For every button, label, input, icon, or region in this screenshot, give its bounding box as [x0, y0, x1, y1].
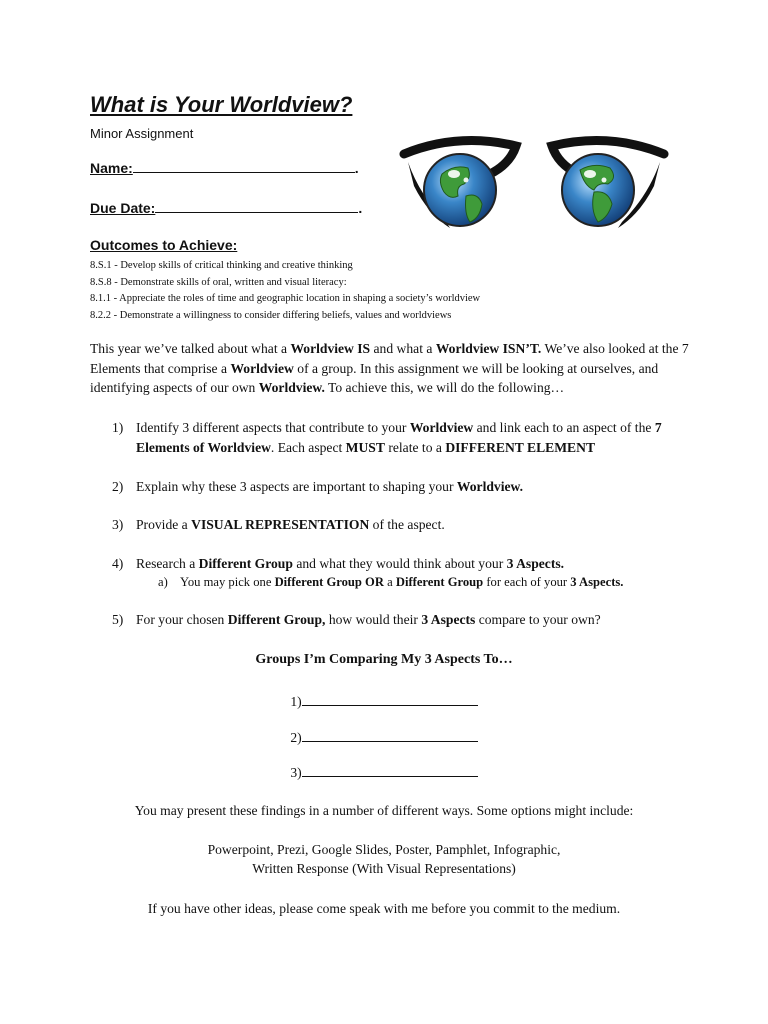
intro-text: of a group. In this assignment we will be looking at ourselves, and identifying aspects of our own	[90, 360, 659, 395]
task-text-run: You may pick one	[180, 575, 275, 589]
task-emphasis: DIFFERENT ELEMENT	[445, 439, 596, 455]
outcomes-heading: Outcomes to Achieve:	[90, 237, 238, 253]
task-emphasis: MUST	[345, 439, 385, 455]
group-blank-3[interactable]	[0, 764, 768, 781]
due-date-label: Due Date:	[90, 200, 156, 216]
task-text-run: and link each to an aspect of the	[473, 420, 655, 435]
group-blank-1[interactable]	[0, 693, 768, 710]
task-item-4a	[158, 573, 623, 592]
task-emphasis: VISUAL REPRESENTATION	[191, 517, 370, 532]
task-emphasis: 3 Aspects.	[570, 575, 624, 589]
intro-emphasis: Worldview.	[258, 380, 325, 395]
task-text	[136, 515, 687, 535]
task-text-run: Identify 3 different aspects that contribute to your	[136, 420, 410, 435]
task-number: 2)	[112, 479, 124, 494]
presentation-options-line-2: Written Response (With Visual Representations)	[252, 861, 516, 876]
task-emphasis: Worldview.	[456, 479, 523, 494]
closing-note: If you have other ideas, please come speak with me before you commit to the medium.	[147, 901, 621, 916]
page-title: What is Your Worldview?	[90, 92, 353, 117]
outcome-item: 8.1.1 - Appreciate the roles of time and geographic location in shaping a society’s worldview	[90, 293, 481, 304]
task-text-run: of the aspect.	[369, 517, 445, 532]
group-blank-number: 3)	[290, 765, 302, 780]
group-blank-line[interactable]	[302, 729, 478, 742]
due-date-field[interactable]	[90, 200, 362, 216]
outcome-item: 8.S.1 - Develop skills of critical thinking and creative thinking	[90, 260, 353, 271]
task-item-1	[112, 418, 687, 457]
task-item-2	[112, 477, 687, 497]
task-text-run: how would their	[325, 612, 422, 627]
name-blank-line[interactable]	[133, 160, 355, 173]
due-date-terminator: .	[358, 200, 363, 216]
group-blank-number: 2)	[290, 730, 302, 745]
right-eye-icon	[552, 141, 664, 228]
intro-text: This year we’ve talked about what a	[90, 341, 291, 356]
intro-emphasis: Worldview ISN’T.	[435, 341, 542, 356]
subtask-letter: a)	[158, 575, 168, 589]
presentation-options-line-1: Powerpoint, Prezi, Google Slides, Poster, Pamphlet, Infographic,	[207, 842, 561, 857]
task-emphasis: 3 Aspects	[421, 612, 476, 627]
task-text-run: . Each aspect	[270, 439, 346, 455]
assignment-type: Minor Assignment	[90, 126, 194, 141]
intro-text: We’ve also looked at the 7 Elements that comprise a	[90, 341, 689, 376]
task-text-run: compare to your own?	[475, 612, 601, 627]
due-date-blank-line[interactable]	[155, 200, 358, 213]
intro-emphasis: Worldview	[230, 360, 294, 376]
group-blank-2[interactable]	[0, 729, 768, 746]
task-text	[136, 418, 687, 457]
intro-text: and what a	[370, 341, 436, 356]
task-text-run: and what they would think about your	[292, 556, 507, 571]
name-field[interactable]	[90, 160, 359, 176]
outcome-item: 8.2.2 - Demonstrate a willingness to consider differing beliefs, values and worldviews	[90, 309, 452, 321]
task-text-run: Explain why these 3 aspects are important to shaping your	[136, 479, 457, 494]
presentation-intro: You may present these findings in a number of different ways. Some options might include:	[134, 803, 634, 818]
globe-eyes-illustration	[398, 134, 670, 234]
name-label: Name:	[90, 160, 133, 176]
task-emphasis: Different Group OR	[274, 575, 384, 589]
task-emphasis: Worldview	[409, 420, 474, 435]
subtask-text	[180, 573, 623, 592]
group-blank-line[interactable]	[302, 693, 478, 706]
group-blank-number: 1)	[290, 694, 302, 709]
group-blank-line[interactable]	[302, 764, 478, 777]
groups-heading: Groups I’m Comparing My 3 Aspects To…	[255, 652, 513, 667]
task-text-run: Provide a	[136, 517, 192, 532]
task-item-4	[112, 554, 687, 574]
task-text-run: relate to a	[384, 439, 446, 455]
task-emphasis: Different Group,	[227, 612, 326, 627]
task-number: 5)	[112, 612, 124, 627]
task-emphasis: Different Group	[198, 556, 293, 571]
task-text-run: Research a	[136, 556, 199, 571]
task-number: 1)	[112, 420, 124, 435]
task-item-3	[112, 515, 687, 535]
intro-paragraph	[90, 339, 690, 398]
name-terminator: .	[354, 160, 359, 176]
intro-text: To achieve this, we will do the following…	[324, 380, 565, 395]
task-text	[136, 554, 687, 574]
task-text-run: For your chosen	[136, 612, 228, 627]
task-text	[136, 610, 687, 630]
outcomes-list	[90, 258, 480, 324]
intro-emphasis: Worldview IS	[290, 341, 371, 356]
task-number: 4)	[112, 556, 124, 571]
task-item-5	[112, 610, 687, 630]
task-emphasis: 7 Elements of Worldview	[136, 420, 662, 455]
left-eye-icon	[404, 141, 516, 228]
task-number: 3)	[112, 517, 124, 532]
task-text-run: a	[383, 575, 396, 589]
task-text	[136, 477, 687, 497]
task-emphasis: 3 Aspects.	[506, 556, 565, 571]
outcome-item: 8.S.8 - Demonstrate skills of oral, written and visual literacy:	[90, 276, 347, 288]
task-text-run: for each of your	[483, 575, 571, 589]
task-emphasis: Different Group	[395, 575, 484, 589]
